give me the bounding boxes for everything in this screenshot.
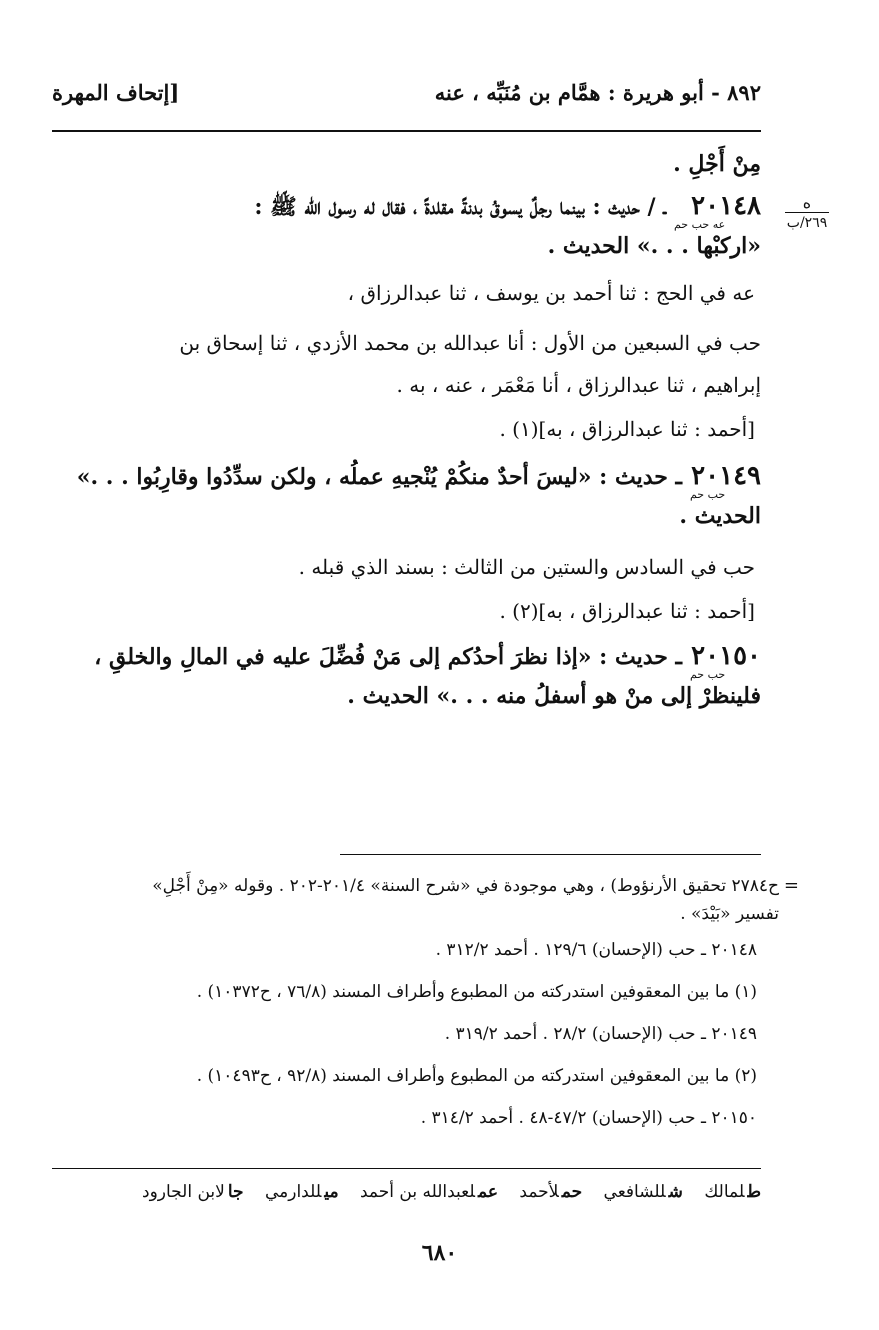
hadith-20150-line2: فلينظرْ إلى منْ هو أسفلُ منه . . .» الحديث . — [347, 683, 761, 709]
isnad-line: حب في السادس والستين من الثالث : بسند الذي قبله . — [298, 555, 755, 579]
hadith-20149-line1 — [52, 460, 761, 500]
source-abbreviations: حب حم — [689, 488, 726, 501]
hadith-number: ٢٠١٤٨ — [691, 191, 761, 221]
footnote-line: (٢) ما بين المعقوفين استدركته من المطبوع وأطراف المسند (٩٢/٨ ، ح١٠٤٩٣) . — [196, 1066, 757, 1086]
legend-item: شللشافعي — [603, 1182, 683, 1202]
isnad-line: حب في السبعين من الأول : أنا عبدالله بن محمد الأزدي ، ثنا إسحاق بن — [179, 331, 761, 355]
isnad-line: عه في الحج : ثنا أحمد بن يوسف ، ثنا عبدالرزاق ، — [347, 281, 755, 305]
manuscript-folio-ref: ٢٦٩/ب — [786, 215, 828, 231]
header-title: ٨٩٢ - أبو هريرة : همَّام بن مُنَبِّه ، عنه — [434, 80, 761, 105]
hadith-20148-line2: «اركبْها . . .» الحديث . — [547, 233, 761, 259]
source-abbreviations: حب حم — [689, 668, 726, 681]
footnote-line: (١) ما بين المعقوفين استدركته من المطبوع وأطراف المسند (٧٦/٨ ، ح١٠٣٧٢) . — [196, 982, 757, 1002]
hadith-text: ـ حديث : «إذا نظرَ أحدُكم إلى مَنْ فُضِّلَ عليه في المالِ والخلقِ ، — [94, 644, 682, 670]
hadith-number: ٢٠١٥٠ — [691, 641, 761, 671]
running-header — [52, 80, 761, 114]
hadith-20150-line1 — [52, 640, 761, 680]
footnote-line: ح٢٧٨٤ تحقيق الأرنؤوط) ، وهي موجودة في «شرح السنة» ٢٠١/٤-٢٠٢ . وقوله «مِنْ أَجْلِ» — [152, 876, 779, 896]
hadith-20148-line1 — [52, 190, 761, 230]
abbreviation-legend — [52, 1182, 761, 1202]
header-rule — [52, 130, 761, 132]
hadith-number: ٢٠١٤٩ — [691, 461, 761, 491]
margin-note — [779, 193, 835, 231]
legend-item: عملعبدالله بن أحمد — [360, 1182, 498, 1202]
legend-item: طلمالك — [704, 1182, 761, 1202]
footnotes — [52, 872, 799, 1132]
source-abbreviations: عه حب حم — [673, 218, 726, 231]
continuation-mark: = — [783, 875, 799, 896]
main-text — [52, 148, 761, 712]
hadith-20149-line2: الحديث . — [679, 503, 761, 529]
legend-item: حملأحمد — [519, 1182, 583, 1202]
hadith-text: ـ / حديث : بينما رجلٌ يسوقُ بدنةً مقلدةً ، فقال له رسول الله ﷺ : — [254, 194, 666, 220]
footnote-line: ٢٠١٤٨ ـ حب (الإحسان) ١٢٩/٦ . أحمد ٣١٢/٢ . — [435, 940, 757, 960]
legend-item: ميللدارمي — [264, 1182, 339, 1202]
isnad-line: إبراهيم ، ثنا عبدالرزاق ، أنا مَعْمَر ، عنه ، به . — [396, 373, 761, 397]
margin-note-mark: ه — [802, 193, 812, 212]
ahmad-reference: [أحمد : ثنا عبدالرزاق ، به](١) . — [499, 417, 755, 441]
footnote-line: تفسير «بَيْدَ» . — [680, 904, 779, 924]
footnote-line: ٢٠١٥٠ ـ حب (الإحسان) ٤٧/٢-٤٨ . أحمد ٣١٤/٢ . — [420, 1108, 757, 1128]
footnote-line: ٢٠١٤٩ ـ حب (الإحسان) ٢٨/٢ . أحمد ٣١٩/٢ . — [444, 1024, 757, 1044]
footnote-rule — [340, 854, 761, 855]
hadith-text: ـ حديث : «ليسَ أحدٌ منكُمْ يُنْجيهِ عملُه ، ولكن سدِّدُوا وقارِبُوا . . .» — [76, 464, 682, 490]
margin-note-rule — [785, 212, 829, 213]
text-line: مِنْ أَجْلِ . — [673, 151, 761, 177]
ahmad-reference: [أحمد : ثنا عبدالرزاق ، به](٢) . — [499, 599, 755, 623]
legend-item: جالابن الجارود — [142, 1182, 244, 1202]
header-book-title: [إتحاف المهرة — [52, 80, 180, 105]
legend-rule — [52, 1168, 761, 1169]
page-number: ٦٨٠ — [421, 1240, 458, 1266]
